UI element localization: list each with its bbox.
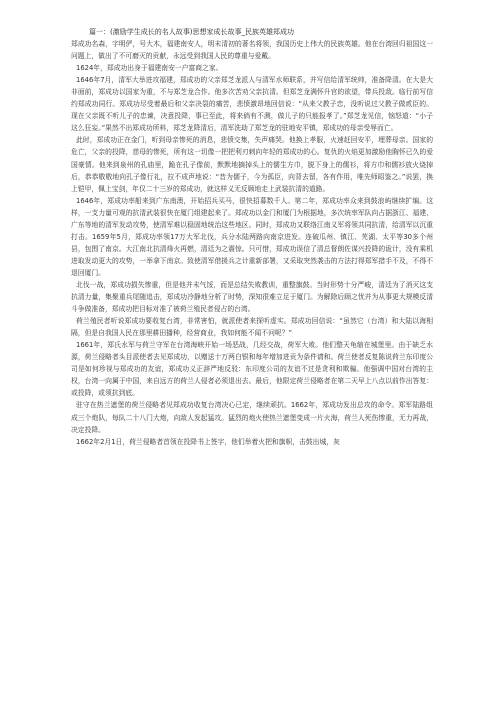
paragraph-1661-battle: 1661年，郑氏水军与荷兰守军在台湾海峡开始一场恶战，几经交战，荷军大败。他们整天龟缩在城堡里。由于缺乏水源，荷兰侵略者头目派使者去见郑成功，以赠送十万两白银和每年增加进贡为条件请和。荷兰使者反复陈说荷兰东印度公司是如何珍视与郑成功的友谊，郑成功义正辞严地反驳：东印度公司的友谊不过是贪利和欺骗。他强调中国对台湾的主权，台湾一向属于中国，来自远方的荷兰人侵者必须退出去。最后，他限定荷兰侵略者在第二天早上八点以前作出答复：或投降，或须抗到底。	[71, 341, 433, 398]
paragraph-birth: 1624年，郑成功出身于福建南安一户富商之家。	[76, 64, 223, 73]
paragraph-resistance: 1646年，郑成功率船来到广东南澳，开始招兵买马，很快招募数千人。第二年，郑成功率众来到鼓浪屿继续扩编。这样，一支力量可观的抗清武装很快在厦门组建起来了。郑成功以金门和厦门为根据地，多次统率军队向占据浙江、福建、广东等地的清军发动攻势，使清军难以稳固地统治这些地区。同时，郑成功又联络江南义军将领共同抗清，给清军以沉重打击。1659年5月，郑成功率领17万大军北伐，兵分水陆两路向南京进发。连破瓜州、镇江、芜湖、太平等30多个州县，包围了南京。大江南北抗清烽火再燃，清廷为之震惊。只可惜，郑成功误信了清总督朗佐谋兴投降的诡计，没有乘机进取发动更大的攻势，一举拿下南京。致使清军借援兵之计重新部署，又采取突然袭击的方法打得郑军措手不及，不得不退回厦门。	[71, 196, 433, 277]
paragraph-intro: 郑成功名森，字明俨，号大木，福建南安人，明末清初的著名将领，我国历史上伟大的民族英雄。他在台湾回归祖国这一问题上，做出了不可磨灭的贡献，永远受到我国人民的尊重与爱戴。	[71, 40, 433, 61]
paragraph-surrender: 1662年2月1日，荷兰侵略者首领在投降书上签字，他们举着火把和旗帜，击鼓出城，灰	[76, 437, 340, 446]
paragraph-dutch-envoy: 荷兰殖民者听说郑成功要收复台湾，非常害怕，就派使者来探听虚实。郑成功回信说：“虽然它（台湾）和大陆以海相隔，但是自我国人民在那里耕田播种，经营商业，我如何能不闻不问呢？”	[71, 317, 433, 338]
paragraph-assault: 驻守在热兰遮堡的荷兰侵略者见郑成功收复台湾决心已定，继续顽抗。1662年，郑成功发出总攻的命令。郑军陆路组成三个炮队，每队二十八门大炮，向敌人发起猛攻。猛烈的炮火使热兰遮堡变成一片火海，荷兰人死伤惨重，无力再战，决定投降。	[71, 401, 433, 434]
document-page	[71, 26, 433, 448]
paragraph-mother-death: 此时，郑成功正在金门，听到母亲惨死的消息，悲愤交集，失声痛哭。他换上孝服，火速赶回安平，埋葬母亲。国家的危亡，父亲的投降，慈母的惨死，所有这一切像一把把利刃刺向年轻的郑成功的心。复仇的火焰更加激励他胸怀已久的爱国豪情。他来到泉州的孔庙里，跪在孔子像前，默默地摘掉头上的儒生方巾，脱下身上的儒衫，将方巾和儒衫放火烧掉后，恭恭敬敬地向孔子像行礼，拉不成声地说：“昔为儒子，今为孤臣，向背去留，各有作用，唯先师昭鉴之。”说罢，换上铠甲，佩上宝剑，年仅二十三岁的郑成功，就这样义无反顾地走上武装抗清的道路。	[71, 136, 433, 193]
document-title: 篇一：(激励学生成长的名人故事)思想家成长故事_民族英雄郑成功	[89, 28, 294, 36]
paragraph-northern-expedition: 北伐一战，郑成功损失惨重，但是他并未气馁，而是总结失败教训，重整旗鼓。当时形势十分严峻，清廷为了消灭这支抗清力量，集聚重兵尾随追击，郑成功冷静地分析了时势，深知很难立足于厦门。为解除后顾之忧并为从事更大规模反清斗争做准备，郑成功把目标对准了被荷兰殖民者侵占的台湾。	[71, 280, 433, 314]
paragraph-1646-father: 1646年7月，清军大举进攻福建，郑成功的父亲郑芝龙派人与清军水师联系，并写信给清军统帅，准备降清。在大是大非面前，郑成功以国家为重，不与郑芝龙合作。他多次苦劝父亲抗清。但郑芝龙满怀升官的欲望，带兵投敌。临行前写信约郑成功同行。郑成功尽受着最后和父亲决裂的痛苦，悲愤激昂地回信说：“从来父教子忠，没听说过父教子做贰臣的。现在父亲既不听儿子的忠谏，决意投降，事已至此，将来倘有不测，做儿子的只能报孝了。”郑芝龙见信，恼怒道：“小子这么狂妄。”果然不出郑成功所料，郑芝龙降清后，清军洗劫了郑芝龙的驻地安平镇，郑成功的母亲受辱而亡。	[71, 76, 433, 133]
